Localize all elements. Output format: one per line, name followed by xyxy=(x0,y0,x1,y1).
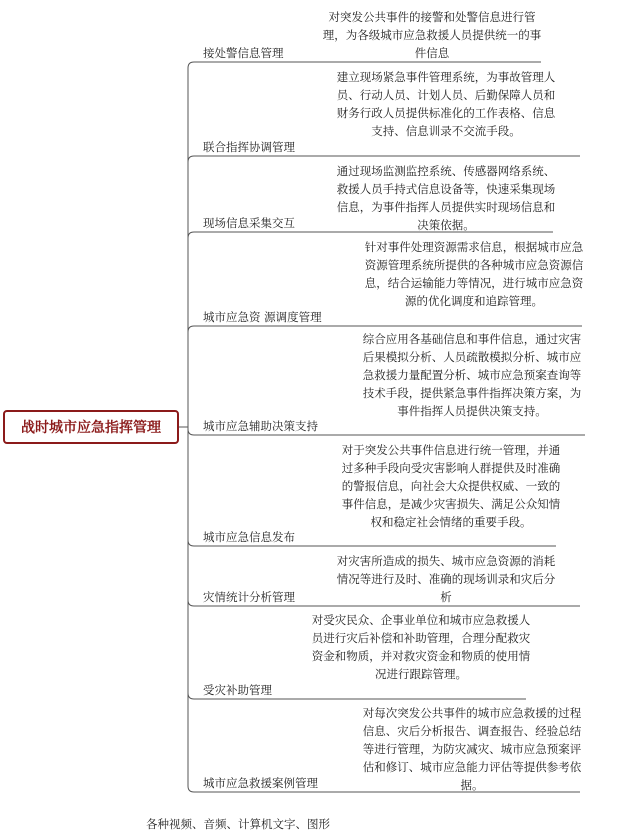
root-title: 战时城市应急指挥管理 xyxy=(21,420,161,436)
branch-label[interactable]: 城市应急资 源调度管理 xyxy=(203,310,322,324)
branch-description: 对于突发公共事件信息进行统一管理，并通过多种手段向受灾害影响人群提供及时准确 的警报信息，向社会大众提供权威、一致的事件信息，是减少灾害损失、满足公众知情权和稳定社会情绪的重要手段。 xyxy=(341,443,561,529)
branch-label[interactable]: 城市应急辅助决策支持 xyxy=(203,419,318,433)
branch-description: 对每次突发公共事件的城市应急救援的过程信息、灾后分析报告、调查报告、经验总结等进行管理，为防灾减灾、城市应急预案评估和修订、城市应急能力评估等提供参考依据。 xyxy=(362,706,582,792)
branch-label[interactable]: 城市应急信息发布 xyxy=(203,530,295,544)
branch-description: 通过现场监测监控系统、传感器网络系统、救援人员手持式信息设备等，快速采集现场信息，为事件指挥人员提供实时现场信息和决策依据。 xyxy=(336,164,556,232)
root-node[interactable] xyxy=(3,410,179,444)
footer-note: 各种视频、音频、计算机文字、图形 xyxy=(146,817,330,831)
branch-description: 对突发公共事件的接警和处警信息进行管理，为各级城市应急救援人员提供统一的事件信息 xyxy=(322,10,542,60)
branch-label[interactable]: 受灾补助管理 xyxy=(203,683,272,697)
branch-description: 对受灾民众、企事业单位和城市应急救援人员进行灾后补偿和补助管理，合理分配救灾资金和物质，并对救灾资金和物质的使用情况进行跟踪管理。 xyxy=(311,613,531,681)
branch-label[interactable]: 城市应急救援案例管理 xyxy=(203,776,318,790)
branch-label[interactable]: 联合指挥协调管理 xyxy=(203,140,295,154)
branch-description: 综合应用各基础信息和事件信息，通过灾害后果模拟分析、人员疏散模拟分析、城市应急救援力量配置分析、城市应急预案查询等技术手段，提供紧急事件指挥决策方案，为事件指挥人员提供决策支持。 xyxy=(362,332,582,418)
branch-label[interactable]: 接处警信息管理 xyxy=(203,46,284,60)
branch-description: 针对事件处理资源需求信息，根据城市应急资源管理系统所提供的各种城市应急资源信息，结合运输能力等情况，进行城市应急资源的优化调度和追踪管理。 xyxy=(364,240,584,308)
branch-label[interactable]: 现场信息采集交互 xyxy=(203,216,295,230)
branch-description: 对灾害所造成的损失、城市应急资源的消耗情况等进行及时、准确的现场训录和灾后分析 xyxy=(336,554,556,604)
branch-description: 建立现场紧急事件管理系统，为事故管理人员、行动人员、计划人员、后勤保障人员和财务行政人员提供标准化的工作表格、信息支持、信息训录不交流手段。 xyxy=(336,70,556,138)
branch-label[interactable]: 灾情统计分析管理 xyxy=(203,590,295,604)
